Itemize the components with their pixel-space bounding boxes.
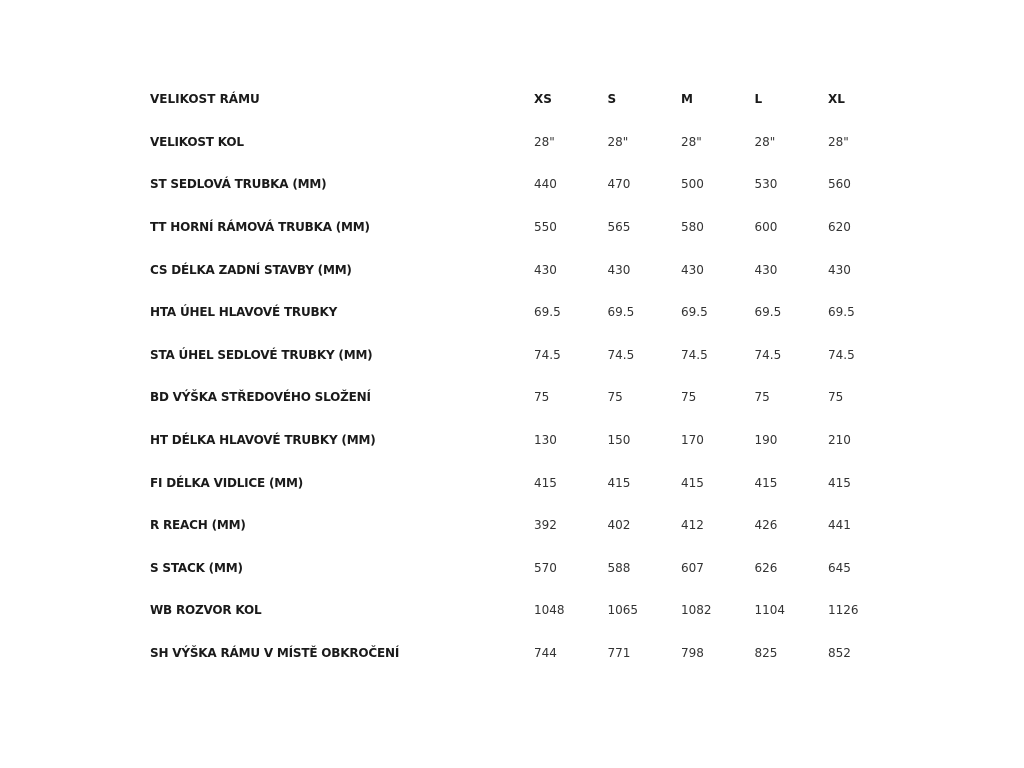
row-value: 570 — [534, 560, 557, 575]
row-value: 74.5 — [681, 347, 708, 362]
row-value: 415 — [607, 475, 631, 490]
row-value: 412 — [681, 518, 704, 533]
row-value: 75 — [681, 390, 697, 405]
row-value: 130 — [534, 433, 557, 448]
row-value: 470 — [607, 177, 631, 192]
row-value: 75 — [534, 390, 550, 405]
row-value: 28" — [681, 134, 702, 149]
row-value: 1104 — [754, 603, 786, 618]
table-row — [150, 334, 902, 377]
row-value: 852 — [828, 646, 851, 661]
table-body — [150, 121, 902, 675]
table-row — [150, 163, 902, 206]
row-value: 430 — [681, 262, 704, 277]
row-value: 771 — [607, 646, 631, 661]
row-value: 430 — [754, 262, 778, 277]
row-value: 415 — [681, 475, 704, 490]
header-size-s: S — [607, 92, 617, 107]
row-value: 825 — [754, 646, 778, 661]
row-value: 74.5 — [607, 347, 635, 362]
row-value: 392 — [534, 518, 557, 533]
row-value: 74.5 — [754, 347, 782, 362]
row-value: 1126 — [828, 603, 859, 618]
row-label: HTA ÚHEL HLAVOVÉ TRUBKY — [150, 305, 338, 320]
row-value: 28" — [534, 134, 555, 149]
row-value: 415 — [754, 475, 778, 490]
row-value: 607 — [681, 560, 704, 575]
header-size-xs: XS — [534, 92, 552, 107]
table-header-row — [150, 78, 902, 121]
row-value: 75 — [607, 390, 623, 405]
table-row — [150, 504, 902, 547]
row-value: 69.5 — [828, 305, 855, 320]
row-value: 150 — [607, 433, 631, 448]
row-value: 500 — [681, 177, 704, 192]
row-value: 645 — [828, 560, 851, 575]
row-value: 1082 — [681, 603, 712, 618]
table-row — [150, 589, 902, 632]
table-row — [150, 121, 902, 164]
row-label: HT DÉLKA HLAVOVÉ TRUBKY (MM) — [150, 433, 376, 448]
row-value: 580 — [681, 220, 704, 235]
row-label: CS DÉLKA ZADNÍ STAVBY (MM) — [150, 262, 352, 277]
row-value: 600 — [754, 220, 778, 235]
row-value: 588 — [607, 560, 631, 575]
row-value: 430 — [534, 262, 557, 277]
row-value: 798 — [681, 646, 704, 661]
row-label: FI DÉLKA VIDLICE (MM) — [150, 475, 304, 490]
header-size-l: L — [754, 92, 763, 107]
row-value: 430 — [607, 262, 631, 277]
table-row — [150, 632, 902, 675]
row-label: WB ROZVOR KOL — [150, 603, 262, 618]
row-value: 69.5 — [681, 305, 708, 320]
row-value: 530 — [754, 177, 778, 192]
row-value: 69.5 — [754, 305, 782, 320]
row-value: 402 — [607, 518, 631, 533]
row-value: 744 — [534, 646, 557, 661]
row-value: 210 — [828, 433, 851, 448]
row-value: 28" — [828, 134, 849, 149]
header-label: VELIKOST RÁMU — [150, 92, 260, 107]
row-value: 190 — [754, 433, 778, 448]
header-size-xl: XL — [828, 92, 845, 107]
row-label: VELIKOST KOL — [150, 134, 244, 149]
table-row — [150, 206, 902, 249]
row-value: 69.5 — [534, 305, 561, 320]
row-value: 75 — [754, 390, 770, 405]
table-row — [150, 376, 902, 419]
header-size-m: M — [681, 92, 693, 107]
table-row — [150, 248, 902, 291]
table-row — [150, 419, 902, 462]
row-value: 69.5 — [607, 305, 635, 320]
row-value: 74.5 — [534, 347, 561, 362]
row-value: 565 — [607, 220, 631, 235]
row-label: TT HORNÍ RÁMOVÁ TRUBKA (MM) — [150, 220, 370, 235]
row-value: 170 — [681, 433, 704, 448]
table-row — [150, 291, 902, 334]
table-row — [150, 461, 902, 504]
row-value: 74.5 — [828, 347, 855, 362]
row-label: ST SEDLOVÁ TRUBKA (MM) — [150, 177, 327, 192]
row-value: 415 — [828, 475, 851, 490]
row-label: STA ÚHEL SEDLOVÉ TRUBKY (MM) — [150, 347, 373, 362]
row-value: 441 — [828, 518, 851, 533]
row-value: 550 — [534, 220, 557, 235]
row-label: SH VÝŠKA RÁMU V MÍSTĚ OBKROČENÍ — [150, 646, 400, 661]
row-value: 426 — [754, 518, 778, 533]
row-value: 28" — [754, 134, 776, 149]
row-value: 28" — [607, 134, 629, 149]
geometry-table — [150, 78, 902, 674]
row-label: BD VÝŠKA STŘEDOVÉHO SLOŽENÍ — [150, 390, 371, 405]
table-row — [150, 547, 902, 590]
row-value: 75 — [828, 390, 844, 405]
row-value: 1065 — [607, 603, 639, 618]
row-label: R REACH (MM) — [150, 518, 246, 533]
row-value: 620 — [828, 220, 851, 235]
row-value: 415 — [534, 475, 557, 490]
row-label: S STACK (MM) — [150, 560, 243, 575]
row-value: 430 — [828, 262, 851, 277]
row-value: 626 — [754, 560, 778, 575]
row-value: 440 — [534, 177, 557, 192]
row-value: 560 — [828, 177, 851, 192]
row-value: 1048 — [534, 603, 565, 618]
